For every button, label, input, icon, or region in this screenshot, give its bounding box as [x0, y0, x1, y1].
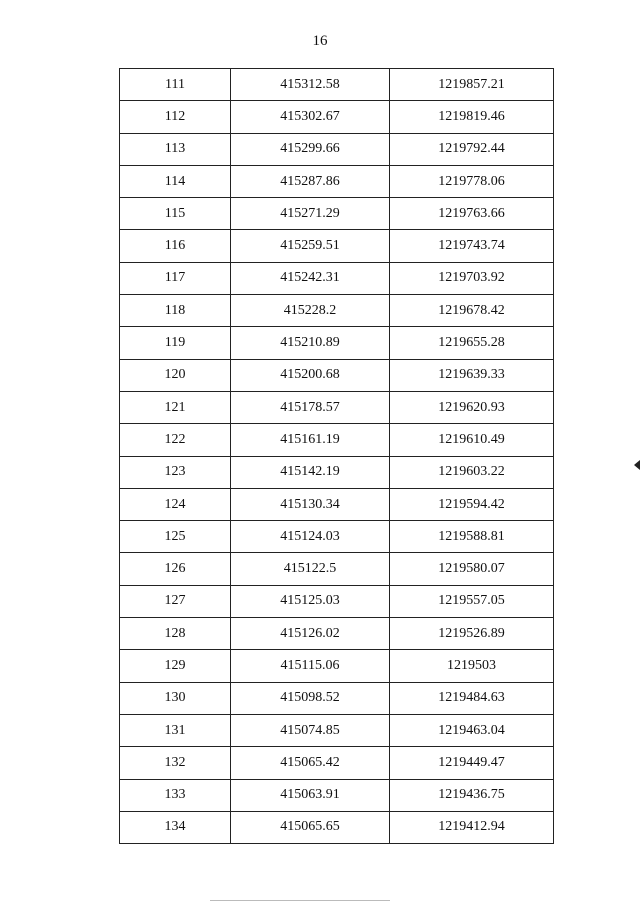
- table-row: [120, 779, 554, 811]
- point-number-cell: 132: [120, 747, 231, 779]
- bottom-rule: [210, 900, 390, 901]
- x-coordinate-cell: 415124.03: [231, 521, 390, 553]
- y-coordinate-cell: 1219603.22: [390, 456, 554, 488]
- table-row: [120, 811, 554, 843]
- point-number-cell: 115: [120, 198, 231, 230]
- point-number-cell: 122: [120, 424, 231, 456]
- table-row: [120, 327, 554, 359]
- x-coordinate-cell: 415200.68: [231, 359, 390, 391]
- x-coordinate-cell: 415259.51: [231, 230, 390, 262]
- point-number-cell: 124: [120, 488, 231, 520]
- point-number-cell: 131: [120, 714, 231, 746]
- table-row: [120, 424, 554, 456]
- y-coordinate-cell: 1219703.92: [390, 262, 554, 294]
- point-number-cell: 133: [120, 779, 231, 811]
- table-row: [120, 262, 554, 294]
- table-row: [120, 747, 554, 779]
- table-row: [120, 553, 554, 585]
- x-coordinate-cell: 415228.2: [231, 295, 390, 327]
- point-number-cell: 118: [120, 295, 231, 327]
- point-number-cell: 112: [120, 101, 231, 133]
- table-row: [120, 359, 554, 391]
- y-coordinate-cell: 1219743.74: [390, 230, 554, 262]
- margin-mark: [634, 460, 640, 470]
- table-row: [120, 521, 554, 553]
- y-coordinate-cell: 1219463.04: [390, 714, 554, 746]
- y-coordinate-cell: 1219580.07: [390, 553, 554, 585]
- x-coordinate-cell: 415142.19: [231, 456, 390, 488]
- x-coordinate-cell: 415065.65: [231, 811, 390, 843]
- y-coordinate-cell: 1219503: [390, 650, 554, 682]
- y-coordinate-cell: 1219819.46: [390, 101, 554, 133]
- y-coordinate-cell: 1219639.33: [390, 359, 554, 391]
- y-coordinate-cell: 1219763.66: [390, 198, 554, 230]
- table-row: [120, 101, 554, 133]
- table-row: [120, 714, 554, 746]
- y-coordinate-cell: 1219526.89: [390, 618, 554, 650]
- x-coordinate-cell: 415210.89: [231, 327, 390, 359]
- y-coordinate-cell: 1219792.44: [390, 133, 554, 165]
- table-row: [120, 618, 554, 650]
- y-coordinate-cell: 1219484.63: [390, 682, 554, 714]
- y-coordinate-cell: 1219655.28: [390, 327, 554, 359]
- x-coordinate-cell: 415161.19: [231, 424, 390, 456]
- table-row: [120, 198, 554, 230]
- y-coordinate-cell: 1219778.06: [390, 165, 554, 197]
- y-coordinate-cell: 1219857.21: [390, 69, 554, 101]
- table-row: [120, 488, 554, 520]
- point-number-cell: 125: [120, 521, 231, 553]
- point-number-cell: 120: [120, 359, 231, 391]
- point-number-cell: 119: [120, 327, 231, 359]
- point-number-cell: 111: [120, 69, 231, 101]
- point-number-cell: 116: [120, 230, 231, 262]
- table-row: [120, 456, 554, 488]
- x-coordinate-cell: 415178.57: [231, 391, 390, 423]
- table-body: [120, 69, 554, 844]
- table-row: [120, 133, 554, 165]
- x-coordinate-cell: 415074.85: [231, 714, 390, 746]
- table-row: [120, 391, 554, 423]
- x-coordinate-cell: 415302.67: [231, 101, 390, 133]
- table-row: [120, 230, 554, 262]
- y-coordinate-cell: 1219557.05: [390, 585, 554, 617]
- y-coordinate-cell: 1219610.49: [390, 424, 554, 456]
- point-number-cell: 117: [120, 262, 231, 294]
- table-row: [120, 585, 554, 617]
- x-coordinate-cell: 415065.42: [231, 747, 390, 779]
- table-row: [120, 650, 554, 682]
- y-coordinate-cell: 1219412.94: [390, 811, 554, 843]
- point-number-cell: 114: [120, 165, 231, 197]
- x-coordinate-cell: 415287.86: [231, 165, 390, 197]
- y-coordinate-cell: 1219588.81: [390, 521, 554, 553]
- y-coordinate-cell: 1219449.47: [390, 747, 554, 779]
- x-coordinate-cell: 415126.02: [231, 618, 390, 650]
- x-coordinate-cell: 415130.34: [231, 488, 390, 520]
- table-row: [120, 165, 554, 197]
- x-coordinate-cell: 415312.58: [231, 69, 390, 101]
- point-number-cell: 126: [120, 553, 231, 585]
- point-number-cell: 123: [120, 456, 231, 488]
- x-coordinate-cell: 415115.06: [231, 650, 390, 682]
- y-coordinate-cell: 1219436.75: [390, 779, 554, 811]
- point-number-cell: 113: [120, 133, 231, 165]
- x-coordinate-cell: 415271.29: [231, 198, 390, 230]
- table-row: [120, 69, 554, 101]
- point-number-cell: 129: [120, 650, 231, 682]
- point-number-cell: 121: [120, 391, 231, 423]
- table-row: [120, 295, 554, 327]
- x-coordinate-cell: 415125.03: [231, 585, 390, 617]
- page-number: 16: [312, 33, 328, 49]
- point-number-cell: 134: [120, 811, 231, 843]
- table-row: [120, 682, 554, 714]
- point-number-cell: 127: [120, 585, 231, 617]
- point-number-cell: 130: [120, 682, 231, 714]
- y-coordinate-cell: 1219620.93: [390, 391, 554, 423]
- x-coordinate-cell: 415299.66: [231, 133, 390, 165]
- y-coordinate-cell: 1219678.42: [390, 295, 554, 327]
- x-coordinate-cell: 415098.52: [231, 682, 390, 714]
- x-coordinate-cell: 415122.5: [231, 553, 390, 585]
- x-coordinate-cell: 415063.91: [231, 779, 390, 811]
- coordinates-table: [119, 68, 554, 844]
- y-coordinate-cell: 1219594.42: [390, 488, 554, 520]
- point-number-cell: 128: [120, 618, 231, 650]
- x-coordinate-cell: 415242.31: [231, 262, 390, 294]
